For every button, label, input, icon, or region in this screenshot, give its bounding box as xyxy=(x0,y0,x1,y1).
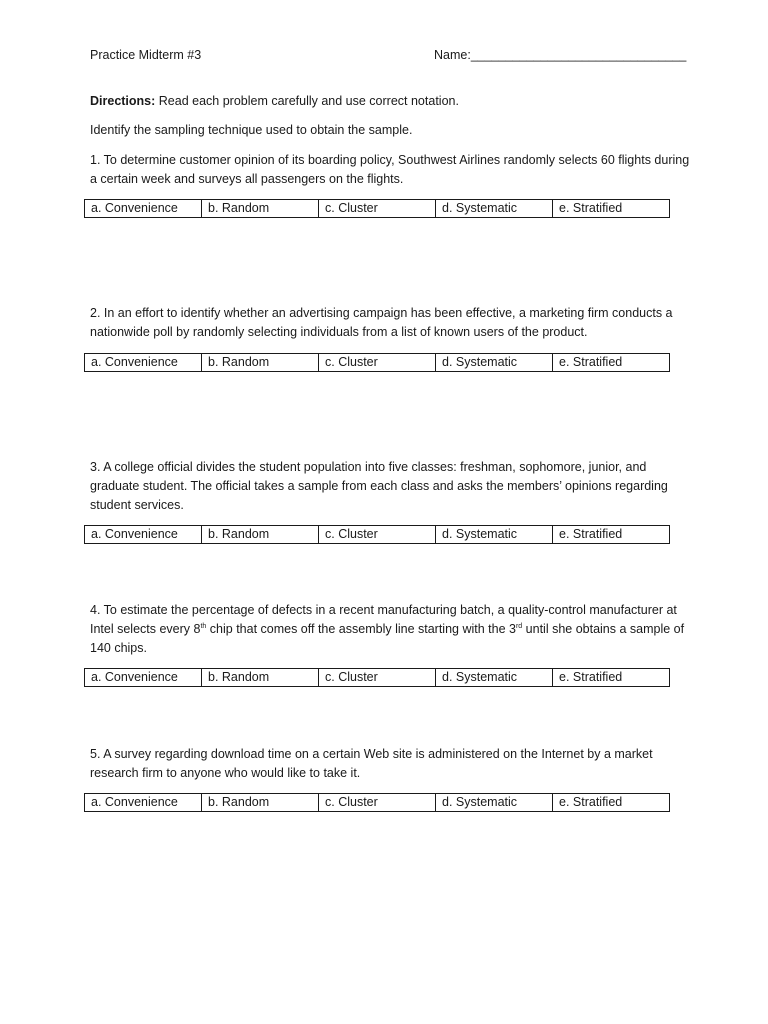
choice-random[interactable]: b. Random xyxy=(202,200,319,218)
question-4-text-part2: chip that comes off the assembly line starting with the 3 xyxy=(206,622,516,636)
choice-stratified[interactable]: e. Stratified xyxy=(553,354,670,372)
choice-cluster[interactable]: c. Cluster xyxy=(319,526,436,544)
choice-row-5 xyxy=(84,793,670,812)
question-4-text-part3: until she obtains a sample of 140 chips. xyxy=(90,622,685,655)
choice-systematic[interactable]: d. Systematic xyxy=(436,669,553,687)
choice-convenience[interactable]: a. Convenience xyxy=(85,354,202,372)
choice-convenience[interactable]: a. Convenience xyxy=(85,794,202,812)
question-1: 1. To determine customer opinion of its boarding policy, Southwest Airlines randomly selects 60 flights during a certain week and surveys all passengers on the flights. xyxy=(90,153,690,186)
choice-row-1 xyxy=(84,199,670,218)
choice-cluster[interactable]: c. Cluster xyxy=(319,794,436,812)
directions-label: Directions: xyxy=(90,94,156,108)
question-4-text-part1: 4. To estimate the percentage of defects in a recent manufacturing batch, a quality-control manufacturer at Intel selects every 8 xyxy=(90,603,677,636)
directions xyxy=(90,92,690,111)
choice-systematic[interactable]: d. Systematic xyxy=(436,526,553,544)
question-3: 3. A college official divides the student population into five classes: freshman, sophomore, junior, and graduate student. The official takes a sample from each class and asks the members’ opinions regarding student services. xyxy=(90,460,668,512)
choice-cluster[interactable]: c. Cluster xyxy=(319,200,436,218)
choice-row-4 xyxy=(84,668,670,687)
instruction: Identify the sampling technique used to obtain the sample. xyxy=(90,123,413,137)
ordinal-suffix: rd xyxy=(515,622,523,630)
choice-cluster[interactable]: c. Cluster xyxy=(319,669,436,687)
choice-random[interactable]: b. Random xyxy=(202,354,319,372)
choice-stratified[interactable]: e. Stratified xyxy=(553,669,670,687)
choice-systematic[interactable]: d. Systematic xyxy=(436,200,553,218)
page-title: Practice Midterm #3 xyxy=(90,48,202,62)
choice-convenience[interactable]: a. Convenience xyxy=(85,200,202,218)
question-5: 5. A survey regarding download time on a certain Web site is administered on the Internet by a market research firm to anyone who would like to take it. xyxy=(90,747,653,780)
choice-stratified[interactable]: e. Stratified xyxy=(553,526,670,544)
choice-systematic[interactable]: d. Systematic xyxy=(436,794,553,812)
choice-stratified[interactable]: e. Stratified xyxy=(553,794,670,812)
choice-random[interactable]: b. Random xyxy=(202,526,319,544)
choice-stratified[interactable]: e. Stratified xyxy=(553,200,670,218)
choice-row-3 xyxy=(84,525,670,544)
ordinal-suffix: th xyxy=(200,622,207,630)
name-field xyxy=(434,46,686,64)
choice-convenience[interactable]: a. Convenience xyxy=(85,669,202,687)
choice-random[interactable]: b. Random xyxy=(202,669,319,687)
choice-random[interactable]: b. Random xyxy=(202,794,319,812)
choice-convenience[interactable]: a. Convenience xyxy=(85,526,202,544)
name-blank-line: _______________________________ xyxy=(470,48,687,62)
choice-cluster[interactable]: c. Cluster xyxy=(319,354,436,372)
choice-systematic[interactable]: d. Systematic xyxy=(436,354,553,372)
question-2: 2. In an effort to identify whether an advertising campaign has been effective, a marketing firm conducts a nationwide poll by randomly selecting individuals from a list of known users of the product. xyxy=(90,306,673,339)
name-label: Name: xyxy=(434,48,471,62)
directions-text: Read each problem carefully and use correct notation. xyxy=(155,94,459,108)
question-4 xyxy=(90,601,690,658)
choice-row-2 xyxy=(84,353,670,372)
